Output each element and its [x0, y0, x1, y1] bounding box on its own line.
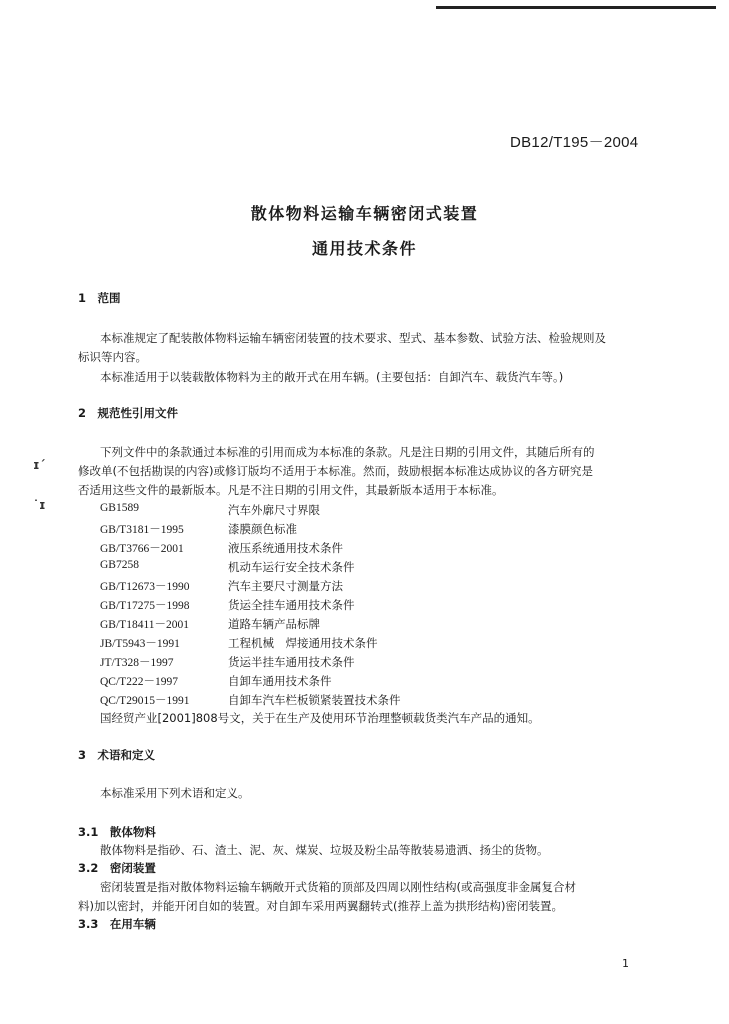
reference-code: GB/T17275－1998	[100, 600, 190, 612]
section-1-paragraph-1-line-1: 本标准规定了配装散体物料运输车辆密闭装置的技术要求、型式、基本参数、试验方法、检验规则及	[100, 331, 606, 345]
standard-code: DB12/T195－2004	[510, 134, 639, 151]
section-1-paragraph-2: 本标准适用于以装载散体物料为主的敞开式在用车辆。(主要包括：自卸汽车、载货汽车等。)	[100, 370, 564, 384]
reference-title: 液压系统通用技术条件	[228, 541, 343, 555]
reference-title: 汽车主要尺寸测量方法	[228, 579, 343, 593]
reference-title: 汽车外廓尺寸界限	[228, 503, 320, 517]
reference-code: GB1589	[100, 502, 139, 514]
reference-title: 自卸车通用技术条件	[228, 674, 332, 688]
reference-code: GB/T3766－2001	[100, 543, 184, 555]
reference-code: JT/T328－1997	[100, 657, 174, 669]
margin-mark: ˙ɪ	[33, 498, 46, 512]
term-3-3-heading: 3.3 在用车辆	[78, 917, 156, 931]
section-2-paragraph-line-3: 否适用这些文件的最新版本。凡是不注日期的引用文件，其最新版本适用于本标准。	[78, 483, 504, 497]
reference-title: 工程机械 焊接通用技术条件	[228, 636, 378, 650]
document-subtitle: 通用技术条件	[311, 239, 417, 258]
section-2-paragraph-line-1: 下列文件中的条款通过本标准的引用而成为本标准的条款。凡是注日期的引用文件，其随后所有的	[100, 445, 595, 459]
reference-code: GB7258	[100, 559, 139, 571]
term-3-1-heading: 3.1 散体物料	[78, 825, 156, 839]
reference-code: GB/T3181－1995	[100, 524, 184, 536]
reference-title: 漆膜颜色标准	[228, 522, 297, 536]
top-rule	[436, 6, 716, 9]
section-2-heading: 2 规范性引用文件	[78, 406, 179, 420]
term-3-2-definition-line-2: 料)加以密封，并能开闭自如的装置。对自卸车采用两翼翻转式(推荐上盖为拱形结构)密闭装置。	[78, 899, 563, 913]
margin-mark: ɪ´	[33, 458, 46, 472]
section-1-heading: 1 范围	[78, 291, 121, 305]
reference-code: QC/T29015－1991	[100, 695, 190, 707]
reference-title: 道路车辆产品标牌	[228, 617, 320, 631]
reference-title: 自卸车汽车栏板锁紧装置技术条件	[228, 693, 401, 707]
document-title: 散体物料运输车辆密闭式装置	[250, 204, 479, 223]
reference-code: QC/T222－1997	[100, 676, 178, 688]
section-1-paragraph-1-line-2: 标识等内容。	[78, 350, 147, 364]
page-number: 1	[622, 957, 629, 970]
reference-title: 货运半挂车通用技术条件	[228, 655, 355, 669]
reference-title: 货运全挂车通用技术条件	[228, 598, 355, 612]
reference-code: GB/T12673－1990	[100, 581, 190, 593]
section-2-paragraph-line-2: 修改单(不包括勘误的内容)或修订版均不适用于本标准。然而，鼓励根据本标准达成协议的各方研究是	[78, 464, 593, 478]
reference-code: GB/T18411－2001	[100, 619, 190, 631]
term-3-2-heading: 3.2 密闭装置	[78, 861, 156, 875]
section-3-intro: 本标准采用下列术语和定义。	[100, 786, 250, 800]
reference-code: JB/T5943－1991	[100, 638, 180, 650]
section-3-heading: 3 术语和定义	[78, 748, 156, 762]
policy-notice: 国经贸产业[2001]808号文，关于在生产及使用环节治理整顿载货类汽车产品的通知。	[100, 711, 540, 725]
term-3-1-definition: 散体物料是指砂、石、渣土、泥、灰、煤炭、垃圾及粉尘品等散装易遗洒、扬尘的货物。	[100, 843, 549, 857]
reference-title: 机动车运行安全技术条件	[228, 560, 355, 574]
term-3-2-definition-line-1: 密闭装置是指对散体物料运输车辆敞开式货箱的顶部及四周以刚性结构(或高强度非金属复合材	[100, 880, 576, 894]
